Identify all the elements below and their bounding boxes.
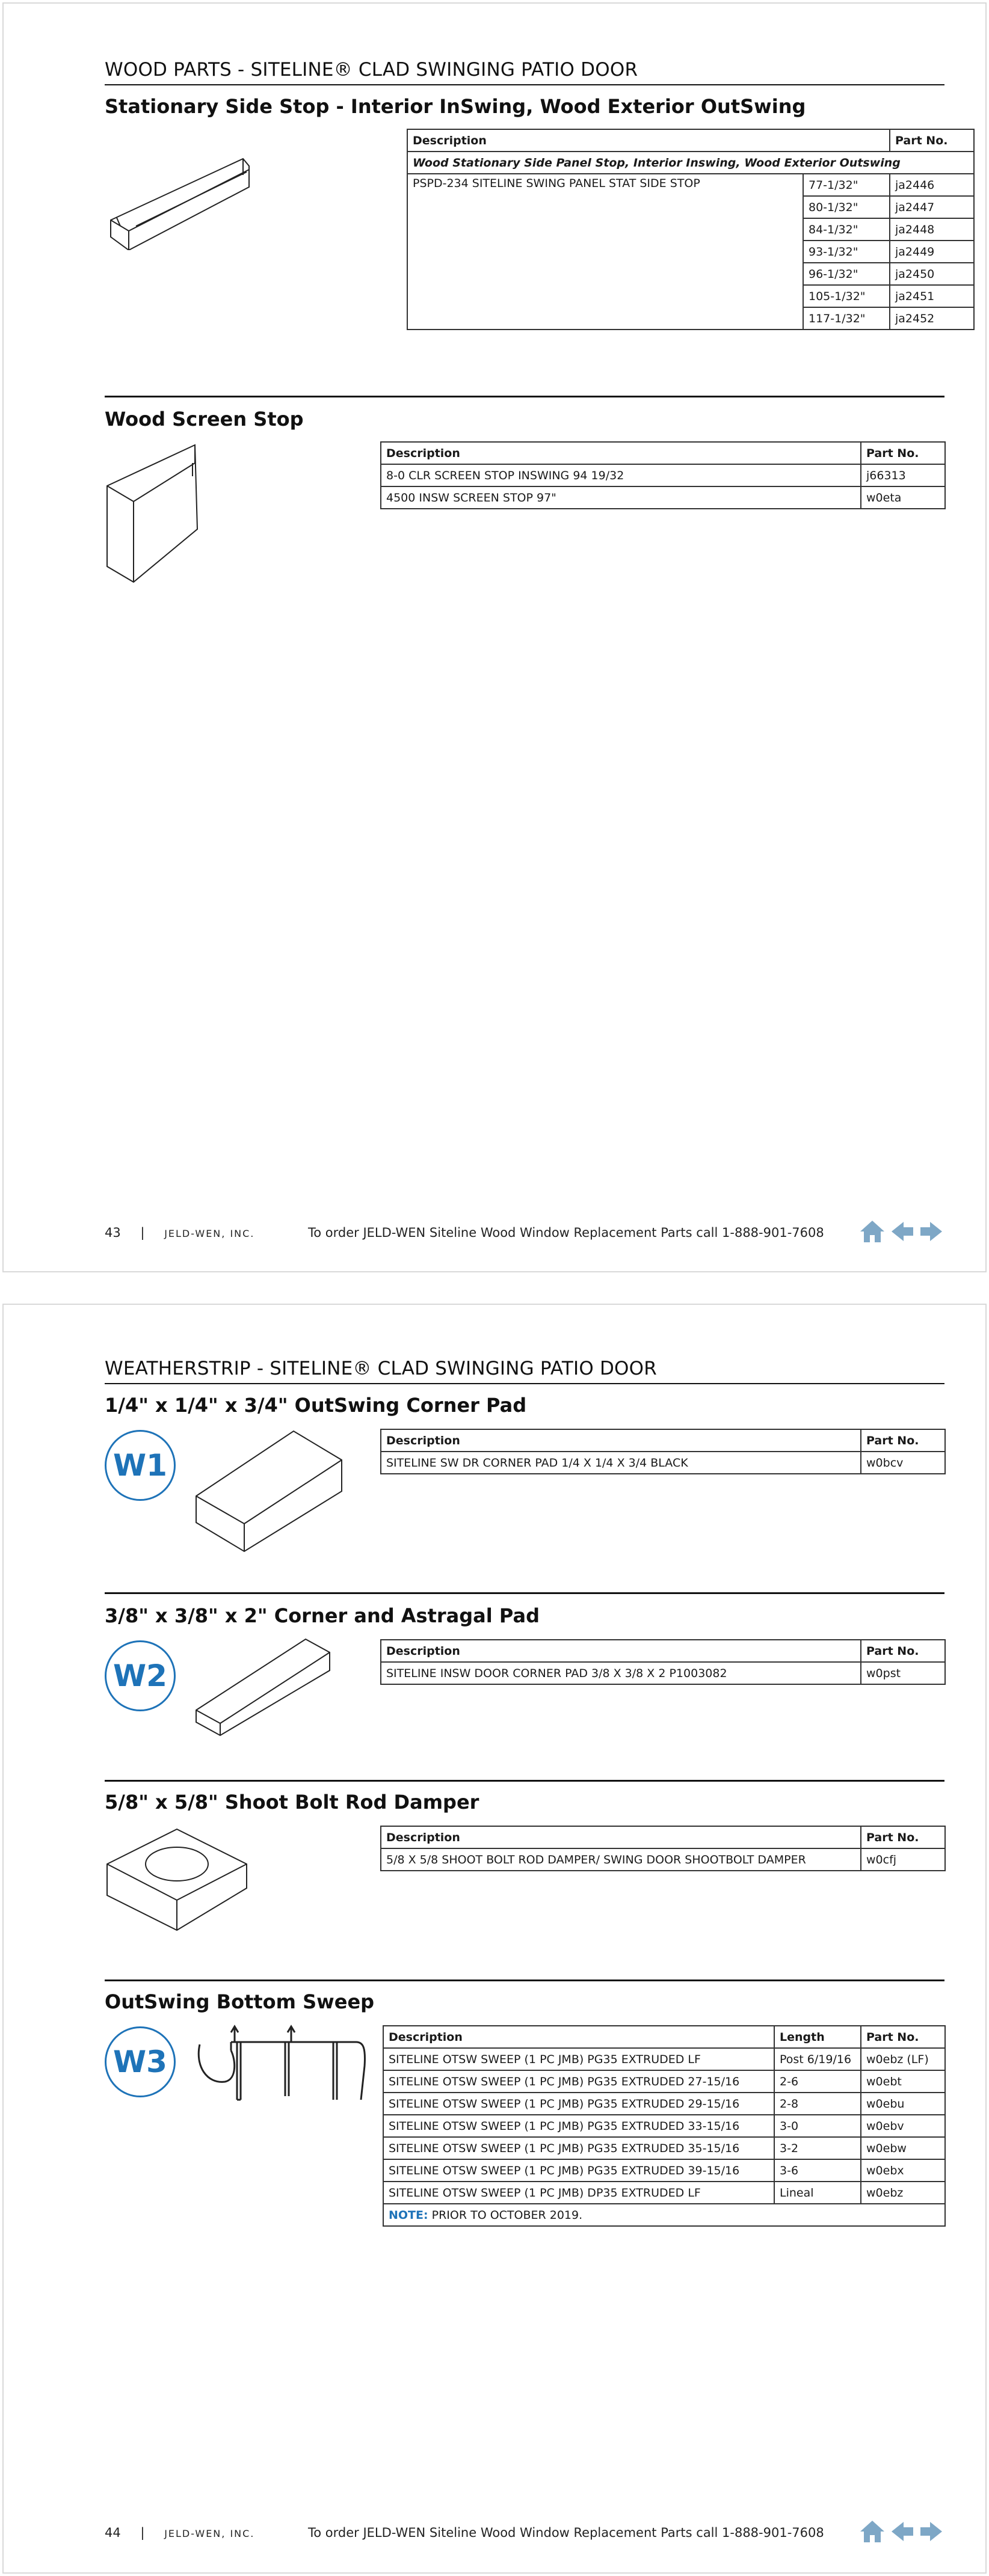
header-description: Description (381, 442, 861, 464)
table-row (381, 1662, 945, 1684)
page-navigation (859, 1219, 943, 1244)
row-description: 8-0 CLR SCREEN STOP INSWING 94 19/32 (381, 464, 861, 486)
arrow-left-icon[interactable] (890, 1219, 914, 1244)
table-note-row (383, 2204, 945, 2226)
row-length: 3-2 (774, 2137, 861, 2159)
row-part-no: ja2452 (890, 307, 974, 330)
screen-stop-parts-table (380, 441, 946, 509)
row-part-no: w0ebv (861, 2115, 945, 2137)
row-length: Post 6/19/16 (774, 2048, 861, 2070)
row-length: 96-1/32" (803, 263, 890, 285)
row-description: SITELINE OTSW SWEEP (1 PC JMB) PG35 EXTRUDED LF (383, 2048, 774, 2070)
row-description: SITELINE OTSW SWEEP (1 PC JMB) PG35 EXTRUDED 39-15/16 (383, 2159, 774, 2182)
header-length: Length (774, 2026, 861, 2048)
row-description: SITELINE OTSW SWEEP (1 PC JMB) DP35 EXTRUDED LF (383, 2182, 774, 2204)
section-title-rod-damper: 5/8" x 5/8" Shoot Bolt Rod Damper (105, 1791, 479, 1814)
row-part-no: ja2446 (890, 174, 974, 196)
row-length: 84-1/32" (803, 218, 890, 241)
page-footer (105, 2525, 254, 2540)
corner-pad-parts-table (380, 1429, 946, 1474)
row-length: 117-1/32" (803, 307, 890, 330)
row-length: 2-6 (774, 2070, 861, 2093)
page-title: WOOD PARTS - SITELINE® CLAD SWINGING PATIO DOOR (105, 59, 638, 81)
badge-w2: W2 (105, 1640, 176, 1711)
table-row (381, 464, 945, 486)
page-number: 43 (105, 1225, 121, 1240)
table-note (383, 2204, 945, 2226)
badge-w1: W1 (105, 1430, 176, 1501)
table-row (383, 2070, 945, 2093)
section-divider (105, 396, 944, 397)
header-part-no: Part No. (861, 1826, 945, 1848)
order-info: To order JELD-WEN Siteline Wood Window Replacement Parts call 1-888-901-7608 (308, 2525, 824, 2540)
header-description: Description (381, 1640, 861, 1662)
header-description: Description (407, 129, 890, 152)
row-description: PSPD-234 SITELINE SWING PANEL STAT SIDE STOP (407, 174, 803, 330)
row-part-no: ja2449 (890, 241, 974, 263)
table-row (407, 174, 974, 196)
home-icon[interactable] (859, 1219, 886, 1244)
badge-w3: W3 (105, 2026, 176, 2097)
row-length: 3-6 (774, 2159, 861, 2182)
table-subheading: Wood Stationary Side Panel Stop, Interior Inswing, Wood Exterior Outswing (407, 152, 974, 174)
row-part-no: w0pst (861, 1662, 945, 1684)
row-description: SITELINE OTSW SWEEP (1 PC JMB) PG35 EXTRUDED 35-15/16 (383, 2137, 774, 2159)
section-divider (105, 1980, 944, 1981)
row-part-no: ja2450 (890, 263, 974, 285)
table-row (383, 2182, 945, 2204)
row-description: SITELINE OTSW SWEEP (1 PC JMB) PG35 EXTRUDED 29-15/16 (383, 2093, 774, 2115)
header-part-no: Part No. (861, 1640, 945, 1662)
row-description: SITELINE OTSW SWEEP (1 PC JMB) PG35 EXTRUDED 27-15/16 (383, 2070, 774, 2093)
table-row (381, 1848, 945, 1871)
table-row (383, 2115, 945, 2137)
table-row (381, 486, 945, 509)
row-part-no: w0ebz (LF) (861, 2048, 945, 2070)
corner-pad-illustration (194, 1429, 344, 1555)
row-part-no: w0eta (861, 486, 945, 509)
company-name: JELD-WEN, INC. (164, 2528, 255, 2539)
row-part-no: w0ebt (861, 2070, 945, 2093)
footer-separator: | (140, 1225, 145, 1240)
row-description: SITELINE OTSW SWEEP (1 PC JMB) PG35 EXTRUDED 33-15/16 (383, 2115, 774, 2137)
row-part-no: w0bcv (861, 1452, 945, 1474)
row-part-no: w0ebz (861, 2182, 945, 2204)
row-part-no: w0ebx (861, 2159, 945, 2182)
company-name: JELD-WEN, INC. (164, 1228, 255, 1239)
astragal-pad-illustration (194, 1636, 332, 1738)
row-length: 2-8 (774, 2093, 861, 2115)
table-row (381, 1452, 945, 1474)
section-divider (105, 1780, 944, 1782)
table-row (383, 2137, 945, 2159)
home-icon[interactable] (859, 2519, 886, 2544)
astragal-pad-parts-table (380, 1639, 946, 1685)
row-description: SITELINE SW DR CORNER PAD 1/4 X 1/4 X 3/4 BLACK (381, 1452, 861, 1474)
row-length: Lineal (774, 2182, 861, 2204)
row-part-no: w0ebu (861, 2093, 945, 2115)
header-description: Description (383, 2026, 774, 2048)
row-length: 80-1/32" (803, 196, 890, 218)
side-stop-parts-table (407, 129, 975, 330)
note-label: NOTE: (389, 2208, 428, 2222)
header-part-no: Part No. (890, 129, 974, 152)
row-part-no: w0cfj (861, 1848, 945, 1871)
side-stop-illustration (105, 130, 255, 250)
row-part-no: j66313 (861, 464, 945, 486)
note-text: PRIOR TO OCTOBER 2019. (428, 2208, 583, 2222)
row-description: 5/8 X 5/8 SHOOT BOLT ROD DAMPER/ SWING DOOR SHOOTBOLT DAMPER (381, 1848, 861, 1871)
bottom-sweep-illustration (195, 2024, 369, 2108)
header-description: Description (381, 1429, 861, 1452)
row-part-no: ja2447 (890, 196, 974, 218)
row-length: 105-1/32" (803, 285, 890, 307)
section-title-outswing-corner-pad: 1/4" x 1/4" x 3/4" OutSwing Corner Pad (105, 1394, 527, 1417)
row-length: 77-1/32" (803, 174, 890, 196)
section-title-astragal-pad: 3/8" x 3/8" x 2" Corner and Astragal Pad (105, 1604, 540, 1627)
arrow-right-icon[interactable] (919, 2519, 943, 2544)
screen-stop-illustration (105, 439, 207, 589)
row-description: SITELINE INSW DOOR CORNER PAD 3/8 X 3/8 X 2 P1003082 (381, 1662, 861, 1684)
page-navigation (859, 2519, 943, 2544)
page-footer (105, 1225, 254, 1240)
section-divider (105, 1592, 944, 1594)
arrow-right-icon[interactable] (919, 1219, 943, 1244)
order-info: To order JELD-WEN Siteline Wood Window Replacement Parts call 1-888-901-7608 (308, 1225, 824, 1240)
header-part-no: Part No. (861, 442, 945, 464)
row-part-no: w0ebw (861, 2137, 945, 2159)
catalog-page-43 (2, 2, 987, 1272)
section-title-bottom-sweep: OutSwing Bottom Sweep (105, 1990, 375, 2013)
title-divider (105, 1383, 944, 1384)
title-divider (105, 84, 944, 85)
table-row (383, 2048, 945, 2070)
rod-damper-illustration (105, 1826, 255, 1934)
page-title: WEATHERSTRIP - SITELINE® CLAD SWINGING PATIO DOOR (105, 1358, 657, 1379)
table-row (383, 2093, 945, 2115)
row-description: 4500 INSW SCREEN STOP 97" (381, 486, 861, 509)
rod-damper-parts-table (380, 1826, 946, 1871)
section-title-wood-screen-stop: Wood Screen Stop (105, 408, 304, 431)
bottom-sweep-parts-table (383, 2025, 946, 2227)
footer-separator: | (140, 2525, 145, 2540)
header-part-no: Part No. (861, 1429, 945, 1452)
page-number: 44 (105, 2525, 121, 2540)
arrow-left-icon[interactable] (890, 2519, 914, 2544)
section-title-stationary-side-stop: Stationary Side Stop - Interior InSwing, Wood Exterior OutSwing (105, 95, 806, 118)
row-length: 3-0 (774, 2115, 861, 2137)
catalog-page-44 (2, 1304, 987, 2574)
table-row (383, 2159, 945, 2182)
header-part-no: Part No. (861, 2026, 945, 2048)
header-description: Description (381, 1826, 861, 1848)
row-length: 93-1/32" (803, 241, 890, 263)
row-part-no: ja2448 (890, 218, 974, 241)
row-part-no: ja2451 (890, 285, 974, 307)
